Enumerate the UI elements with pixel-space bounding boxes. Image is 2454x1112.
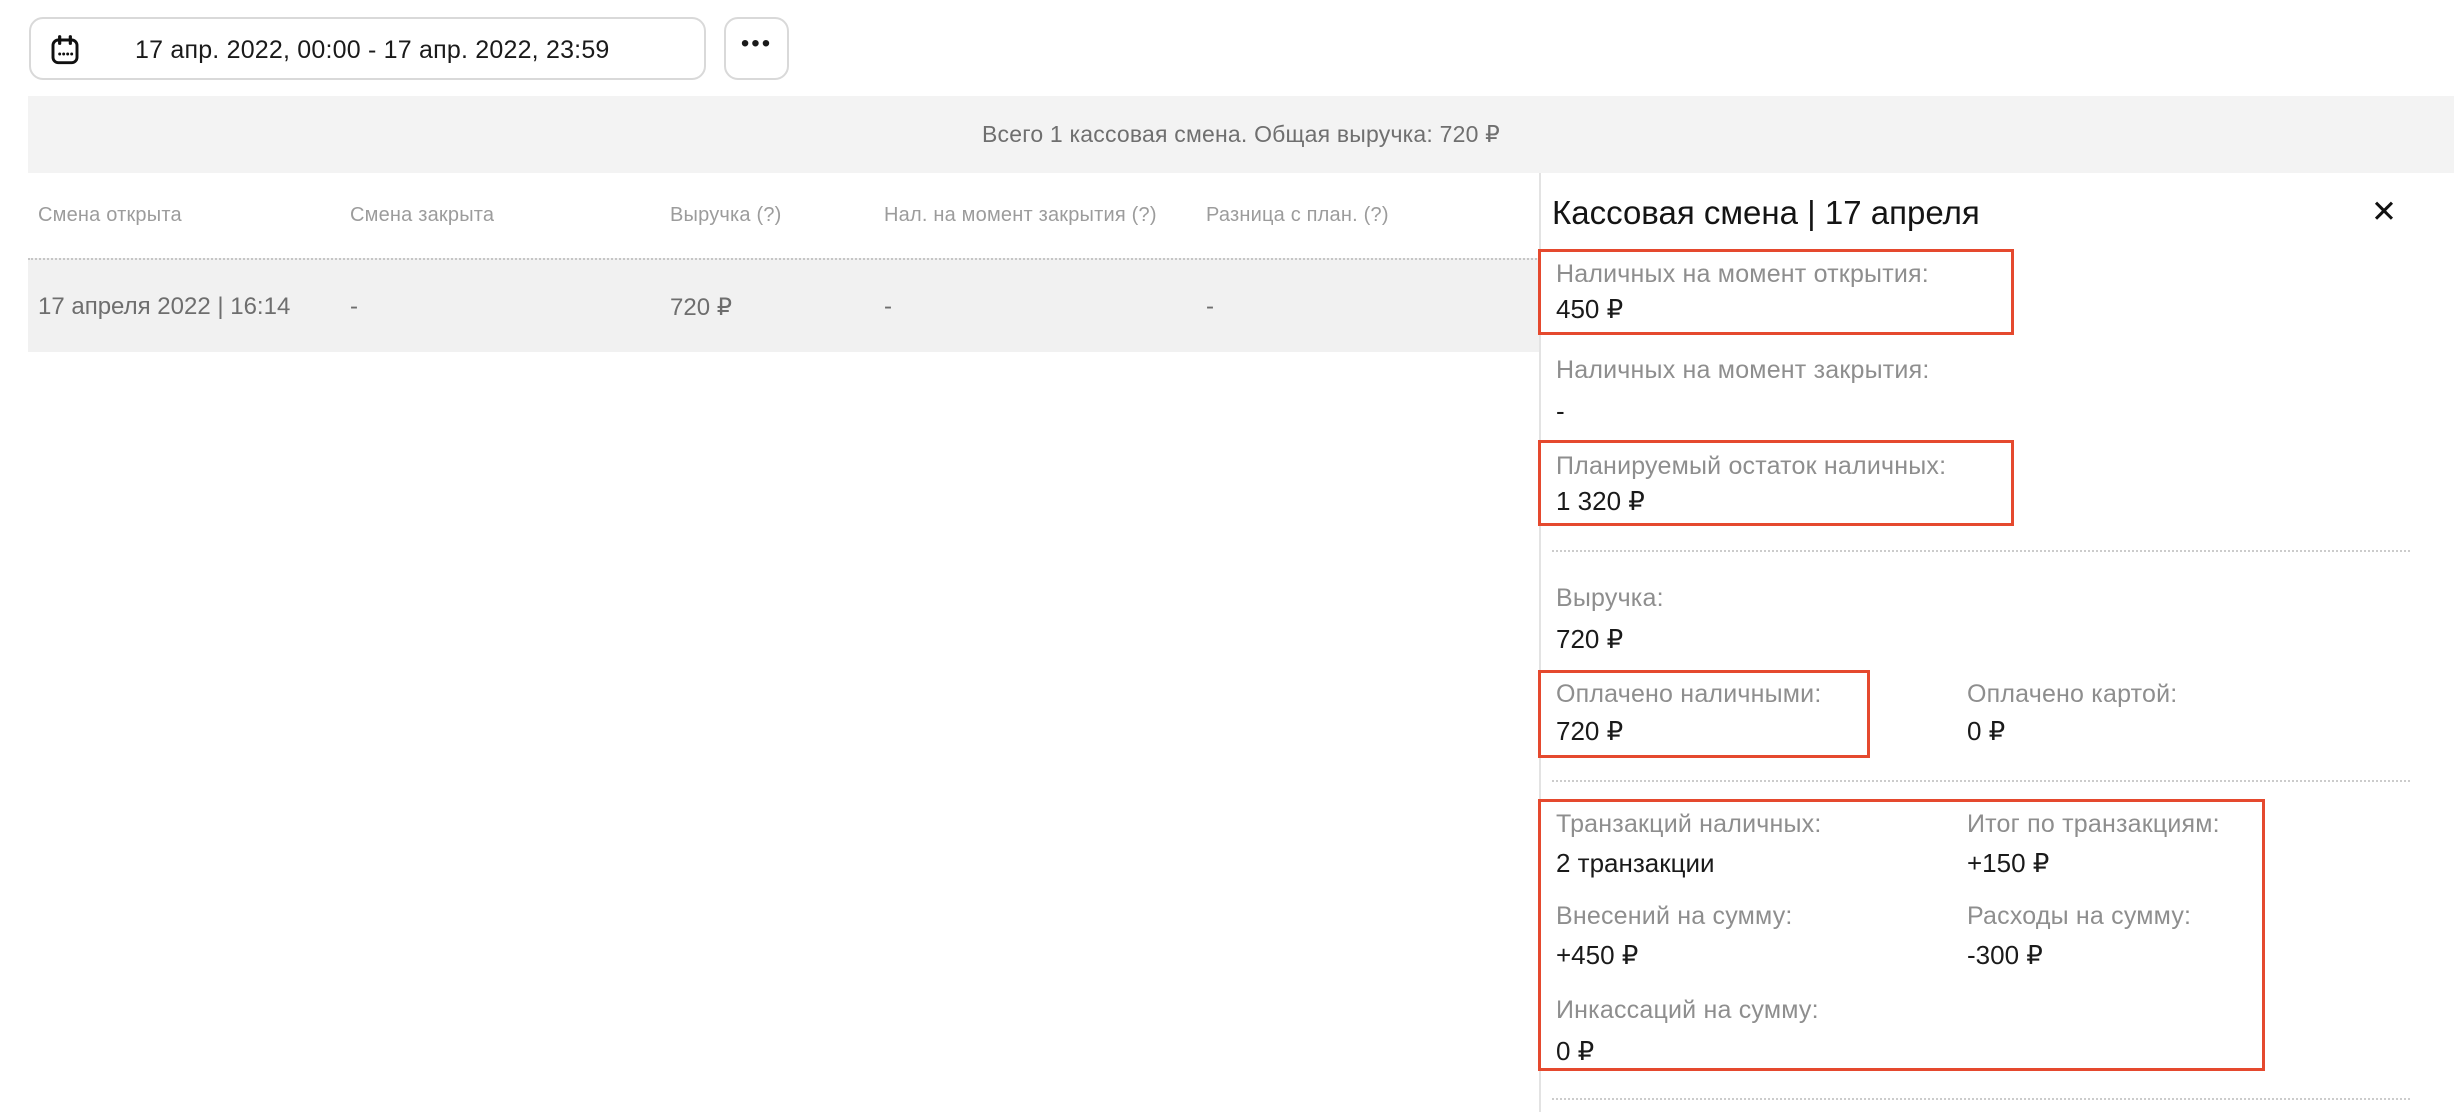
date-range-value: 17 апр. 2022, 00:00 - 17 апр. 2022, 23:59 [135, 36, 610, 64]
label-transactions-total: Итог по транзакциям: [1967, 810, 2220, 838]
label-revenue: Выручка: [1556, 584, 1664, 612]
panel-title: Кассовая смена | 17 апреля [1552, 194, 1980, 231]
column-header-revenue: Выручка (?) [670, 204, 782, 226]
value-planned-cash: 1 320 ₽ [1556, 486, 1645, 516]
cell-shift-closed: - [350, 293, 358, 320]
value-cash-at-close: - [1556, 396, 1565, 426]
more-options-button[interactable] [724, 17, 789, 80]
value-cash-at-open: 450 ₽ [1556, 294, 1624, 324]
value-transactions-total: +150 ₽ [1967, 848, 2050, 878]
cell-cash-at-close: - [884, 293, 892, 320]
label-cash-at-close: Наличных на момент закрытия: [1556, 356, 1930, 384]
label-paid-cash: Оплачено наличными: [1556, 680, 1822, 708]
section-divider [1552, 1098, 2410, 1100]
summary-banner [28, 96, 2454, 173]
column-header-shift-closed: Смена закрыта [350, 204, 495, 226]
value-deposits-total: +450 ₽ [1556, 940, 1639, 970]
date-range-field[interactable] [29, 17, 706, 80]
ellipsis-icon: ••• [740, 29, 773, 57]
label-expenses-total: Расходы на сумму: [1967, 902, 2192, 930]
column-header-shift-opened: Смена открыта [38, 204, 182, 226]
panel-divider [1539, 173, 1541, 1112]
value-collections-total: 0 ₽ [1556, 1036, 1595, 1066]
label-cash-at-open: Наличных на момент открытия: [1556, 260, 1929, 288]
cell-shift-opened: 17 апреля 2022 | 16:14 [38, 293, 291, 320]
value-revenue: 720 ₽ [1556, 624, 1624, 654]
label-cash-transactions: Транзакций наличных: [1556, 810, 1822, 838]
table-row-shift[interactable] [28, 258, 1540, 352]
section-divider [1552, 550, 2410, 552]
close-icon: ✕ [2371, 194, 2397, 229]
column-header-plan-diff: Разница с план. (?) [1206, 204, 1389, 226]
column-header-cash-at-close: Нал. на момент закрытия (?) [884, 204, 1157, 226]
close-panel-button[interactable] [2358, 186, 2410, 238]
highlight-box-transactions [1538, 799, 2265, 1071]
value-paid-card: 0 ₽ [1967, 716, 2006, 746]
label-deposits-total: Внесений на сумму: [1556, 902, 1793, 930]
value-paid-cash: 720 ₽ [1556, 716, 1624, 746]
summary-banner-text: Всего 1 кассовая смена. Общая выручка: 720 ₽ [982, 121, 1500, 147]
value-expenses-total: -300 ₽ [1967, 940, 2043, 970]
section-divider [1552, 780, 2410, 782]
label-paid-card: Оплачено картой: [1967, 680, 2178, 708]
cell-revenue: 720 ₽ [670, 294, 732, 321]
label-collections-total: Инкассаций на сумму: [1556, 996, 1819, 1024]
calendar-icon [49, 34, 81, 66]
label-planned-cash: Планируемый остаток наличных: [1556, 452, 1947, 480]
cell-plan-diff: - [1206, 293, 1214, 320]
value-cash-transactions: 2 транзакции [1556, 848, 1715, 878]
